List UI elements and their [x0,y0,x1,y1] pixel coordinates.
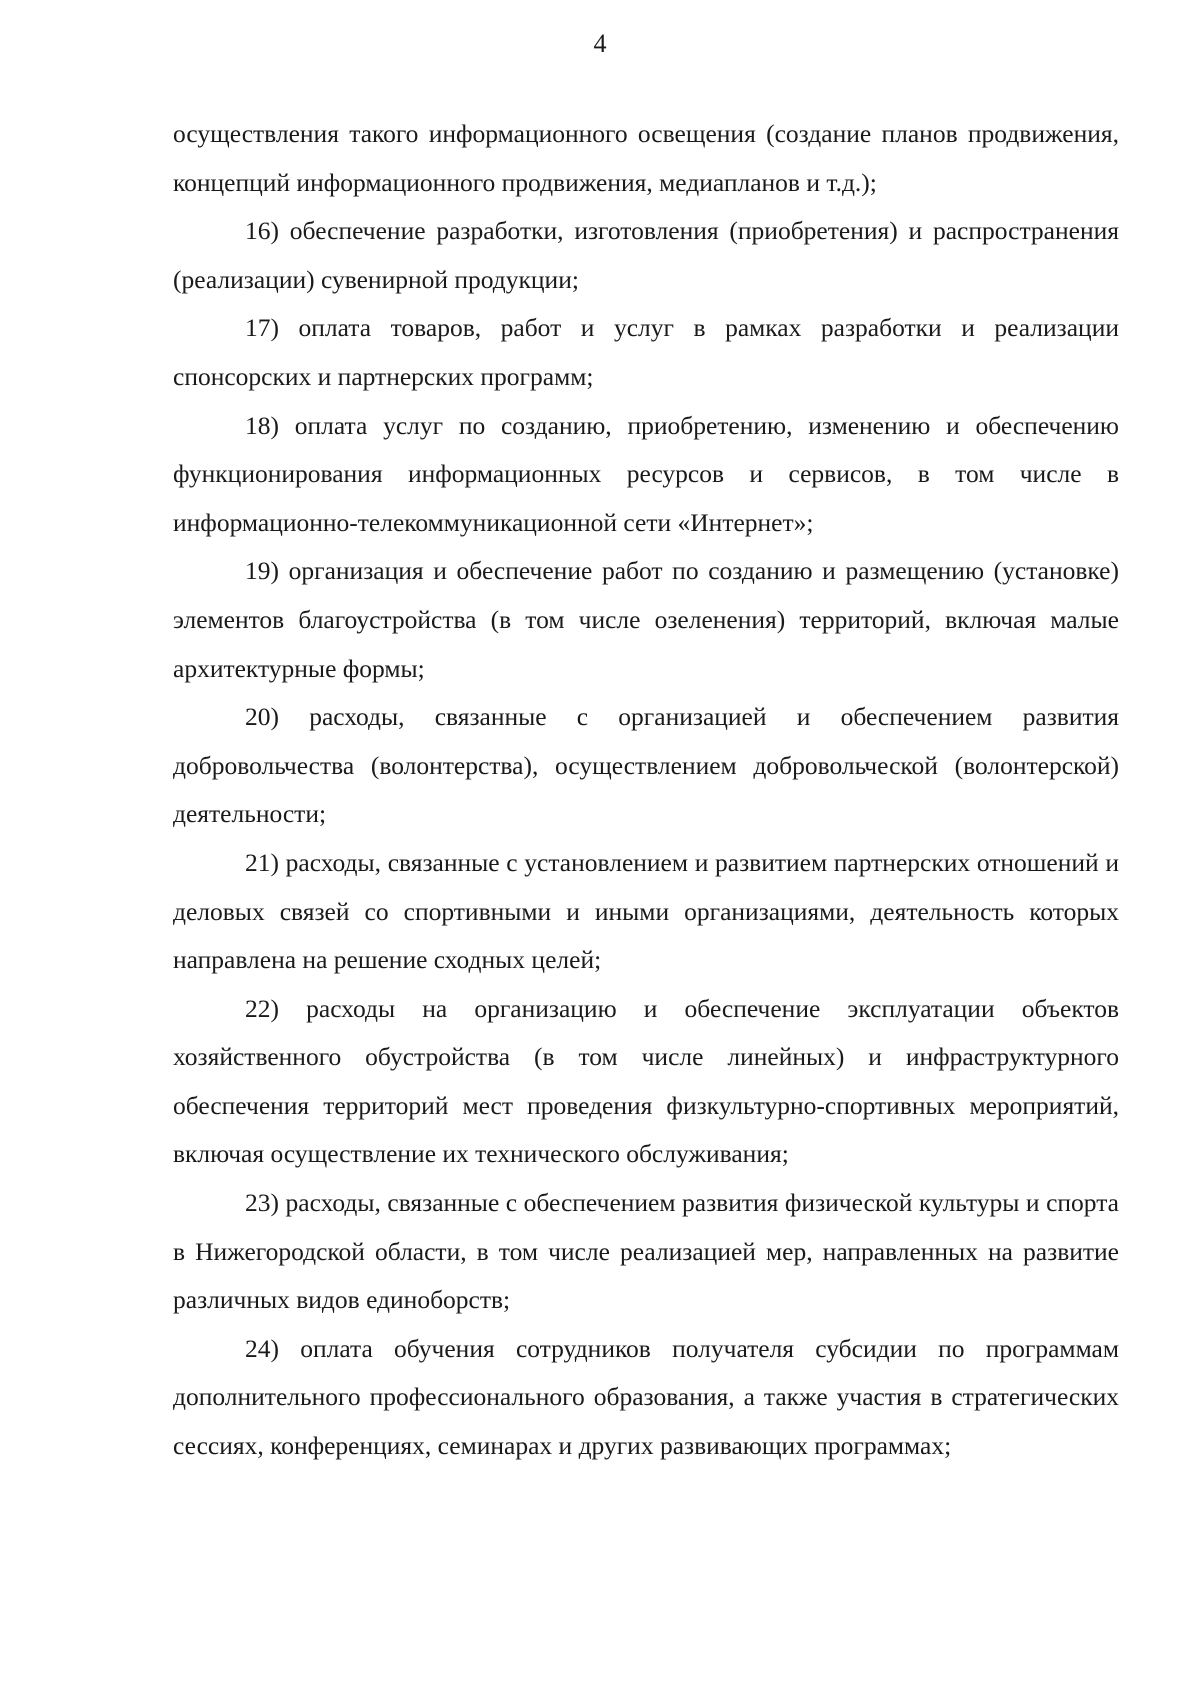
list-item-18: 18) оплата услуг по созданию, приобретению, изменению и обеспечению функционирования информационных ресурсов и сервисов, в том числе в информационно-телекоммуникационной сети «Интернет»; [173,410,1119,537]
list-item-23: 23) расходы, связанные с обеспечением развития физической культуры и спорта в Нижегородской области, в том числе реализацией мер, направленных на развитие различных видов единоборств; [173,1188,1119,1315]
paragraph-continuation: осуществления такого информационного освещения (создание планов продвижения, концепций информационного продвижения, медиапланов и т.д.); [173,119,1119,197]
list-item-17: 17) оплата товаров, работ и услуг в рамках разработки и реализации спонсорских и партнерских программ; [173,313,1119,391]
list-item-21: 21) расходы, связанные с установлением и развитием партнерских отношений и деловых связей со спортивными и иными организациями, деятельность которых направлена на решение сходных целей; [173,847,1119,975]
page-number: 4 [593,29,607,58]
list-item-22: 22) расходы на организацию и обеспечение эксплуатации объектов хозяйственного обустройства (в том числе линейных) и инфраструктурного обеспечения территорий мест проведения физкультурно-спортивных мероприятий, включая осуществление их технического обслуживания; [173,993,1119,1169]
list-item-24: 24) оплата обучения сотрудников получателя субсидии по программам дополнительного профессионального образования, а также участия в стратегических сессиях, конференциях, семинарах и других развивающих программах; [173,1333,1119,1461]
document-body [173,110,1119,1471]
list-item-19: 19) организация и обеспечение работ по созданию и размещению (установке) элементов благоустройства (в том числе озеленения) территорий, включая малые архитектурные формы; [173,556,1119,683]
list-item-20: 20) расходы, связанные с организацией и обеспечением развития добровольчества (волонтерства), осуществлением добровольческой (волонтерской) деятельности; [173,702,1119,829]
list-item-16: 16) обеспечение разработки, изготовления (приобретения) и распространения (реализации) сувенирной продукции; [173,216,1119,294]
